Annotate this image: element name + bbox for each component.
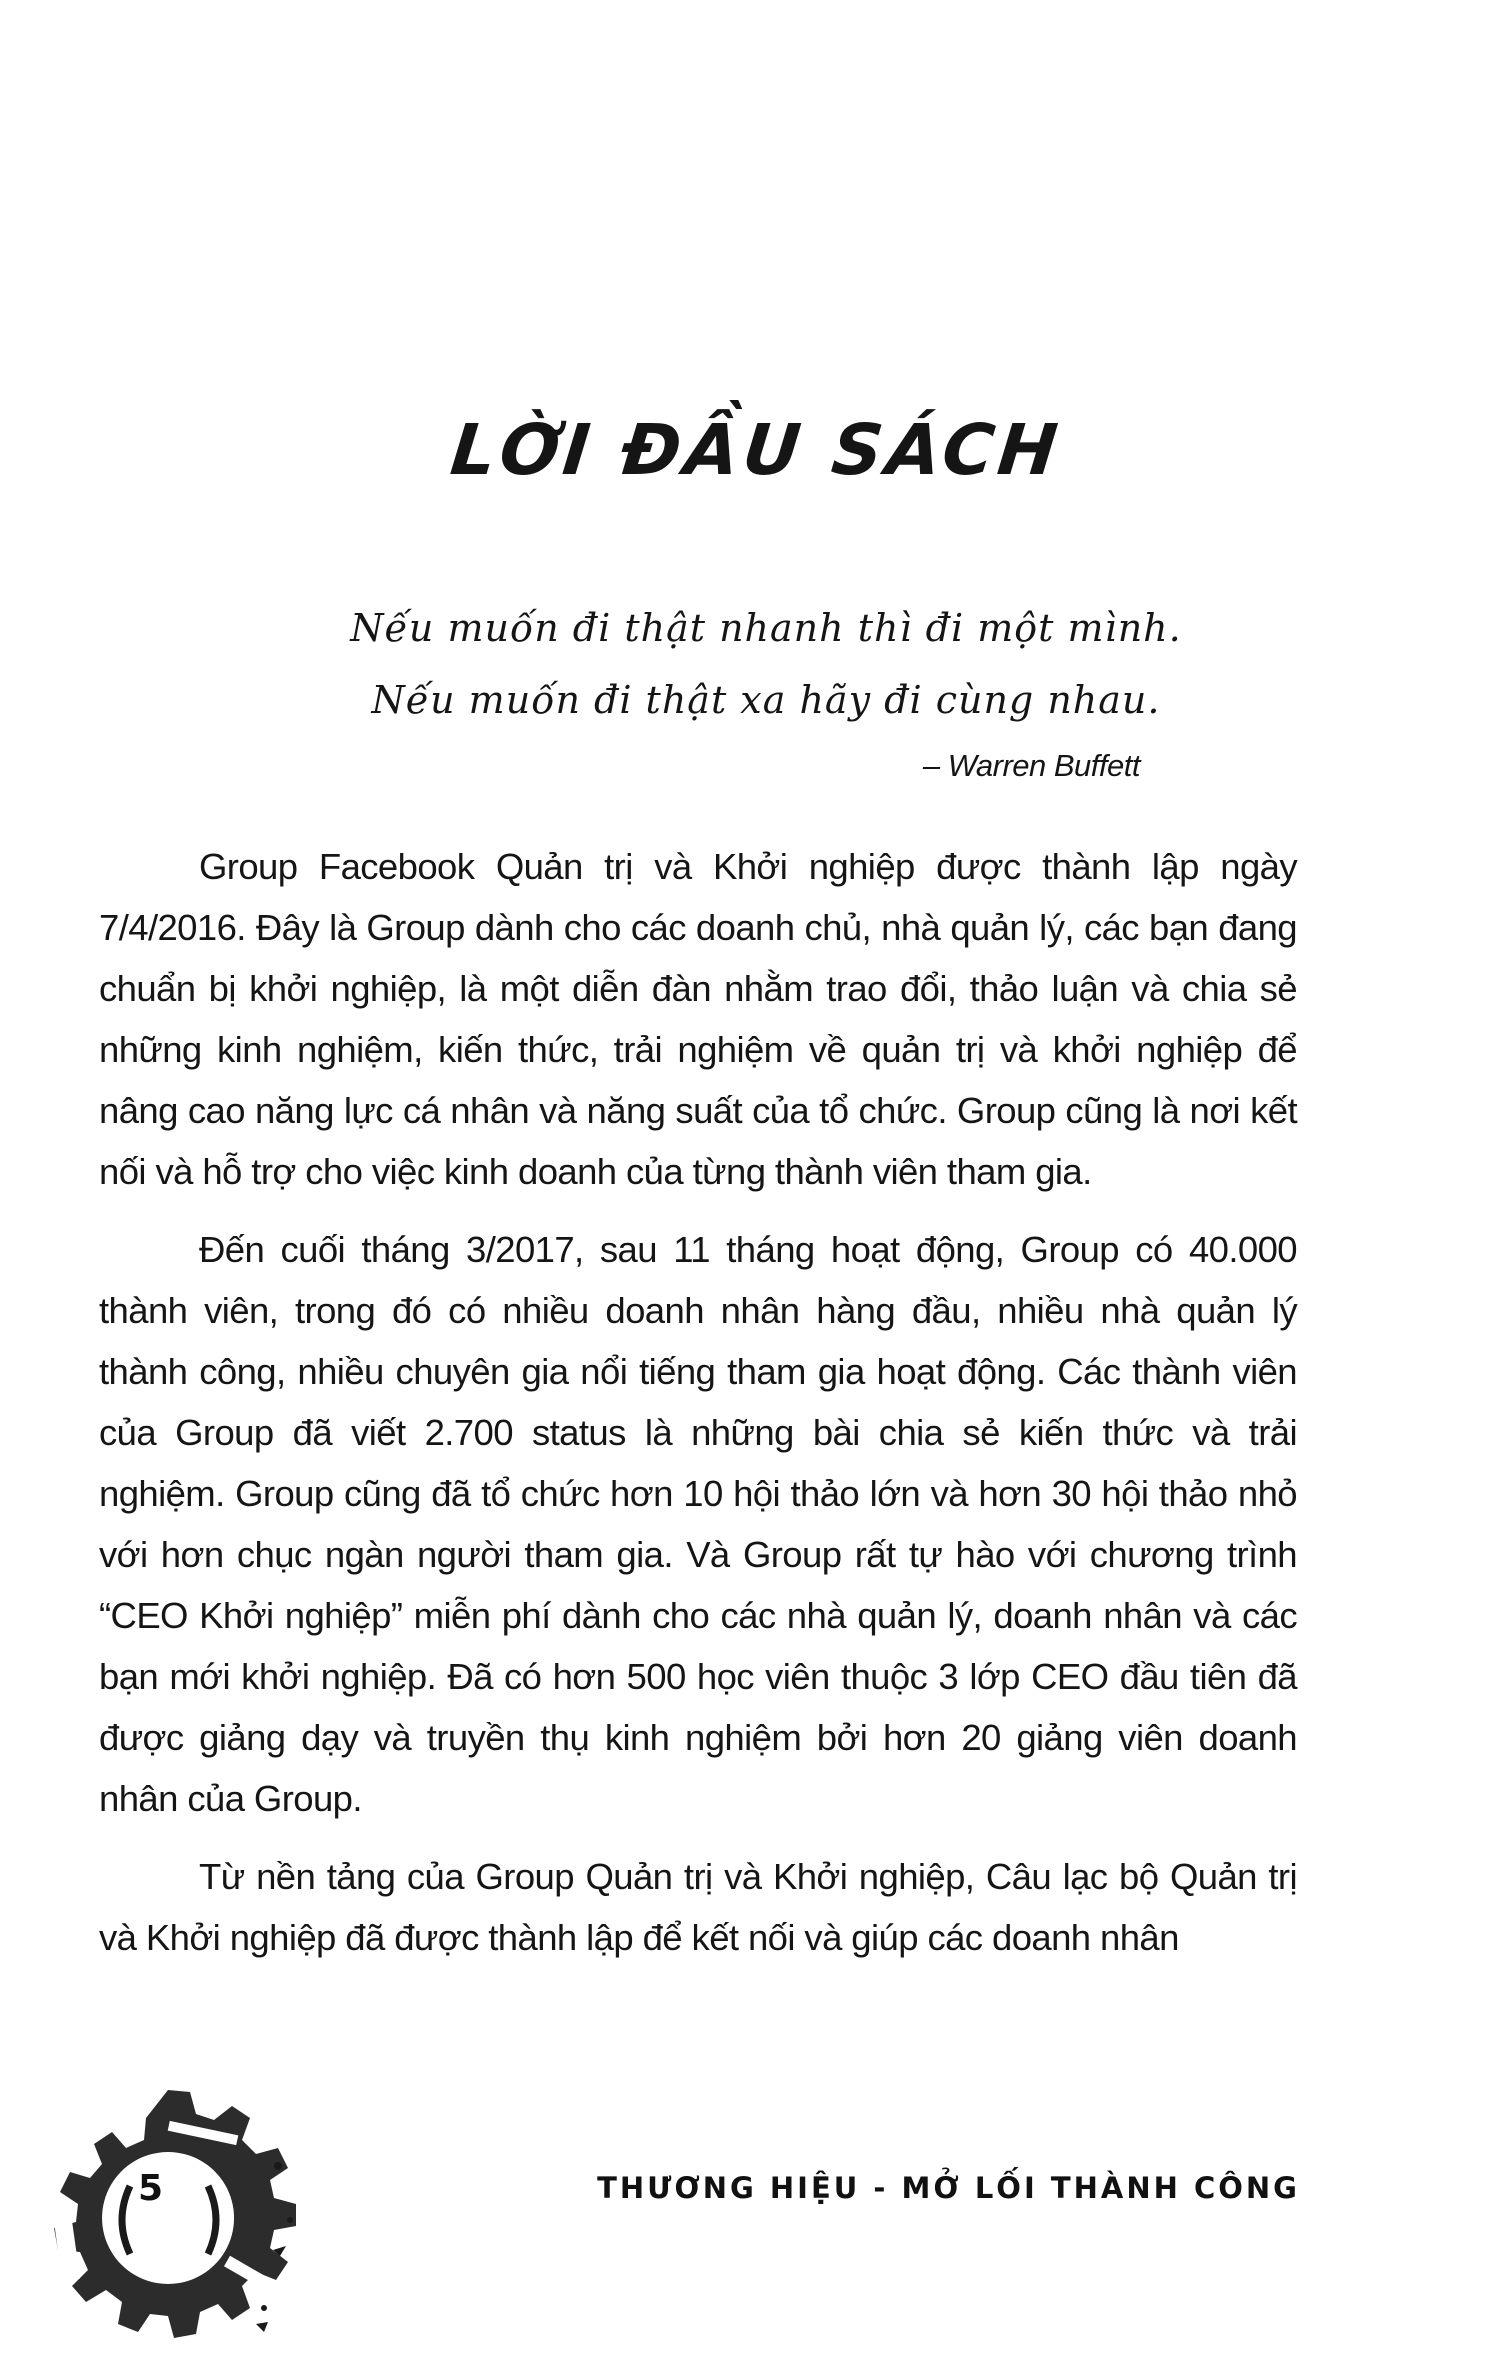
paragraph-1: Group Facebook Quản trị và Khởi nghiệp được thành lập ngày 7/4/2016. Đây là Group dành cho các doanh chủ, nhà quản lý, các bạn đang chuẩn bị khởi nghiệp, là một diễn đàn nhằm trao đổi, thảo luận và chia sẻ những kinh nghiệm, kiến thức, trải nghiệm về quản trị và khởi nghiệp để nâng cao năng lực cá nhân và năng suất của tổ chức. Group cũng là nơi kết nối và hỗ trợ cho việc kinh doanh của từng thành viên tham gia. (99, 846, 1297, 1192)
epigraph-line-2: Nếu muốn đi thật xa hãy đi cùng nhau. (371, 678, 1161, 722)
running-title: THƯƠNG HIỆU - MỞ LỐI THÀNH CÔNG (597, 2171, 1300, 2205)
epigraph-line-1: Nếu muốn đi thật nhanh thì đi một mình. (350, 606, 1182, 650)
paragraph-3: Từ nền tảng của Group Quản trị và Khởi nghiệp, Câu lạc bộ Quản trị và Khởi nghiệp đã được thành lập để kết nối và giúp các doanh nhân (99, 1856, 1297, 1958)
page-title: LỜI ĐẦU SÁCH (446, 409, 1066, 491)
body-text (99, 836, 1297, 1985)
page-footer (0, 2070, 1512, 2376)
epigraph (0, 592, 1512, 736)
epigraph-author: – Warren Buffett (922, 748, 1140, 783)
page-number: 5 (138, 2168, 164, 2209)
gear-icon (18, 2070, 318, 2370)
paragraph-2: Đến cuối tháng 3/2017, sau 11 tháng hoạt động, Group có 40.000 thành viên, trong đó có nhiều doanh nhân hàng đầu, nhiều nhà quản lý thành công, nhiều chuyên gia nổi tiếng tham gia hoạt động. Các thành viên của Group đã viết 2.700 status là những bài chia sẻ kiến thức và trải nghiệm. Group cũng đã tổ chức hơn 10 hội thảo lớn và hơn 30 hội thảo nhỏ với hơn chục ngàn người tham gia. Và Group rất tự hào với chương trình “CEO Khởi nghiệp” miễn phí dành cho các nhà quản lý, doanh nhân và các bạn mới khởi nghiệp. Đã có hơn 500 học viên thuộc 3 lớp CEO đầu tiên đã được giảng dạy và truyền thụ kinh nghiệm bởi hơn 20 giảng viên doanh nhân của Group. (99, 1229, 1297, 1819)
